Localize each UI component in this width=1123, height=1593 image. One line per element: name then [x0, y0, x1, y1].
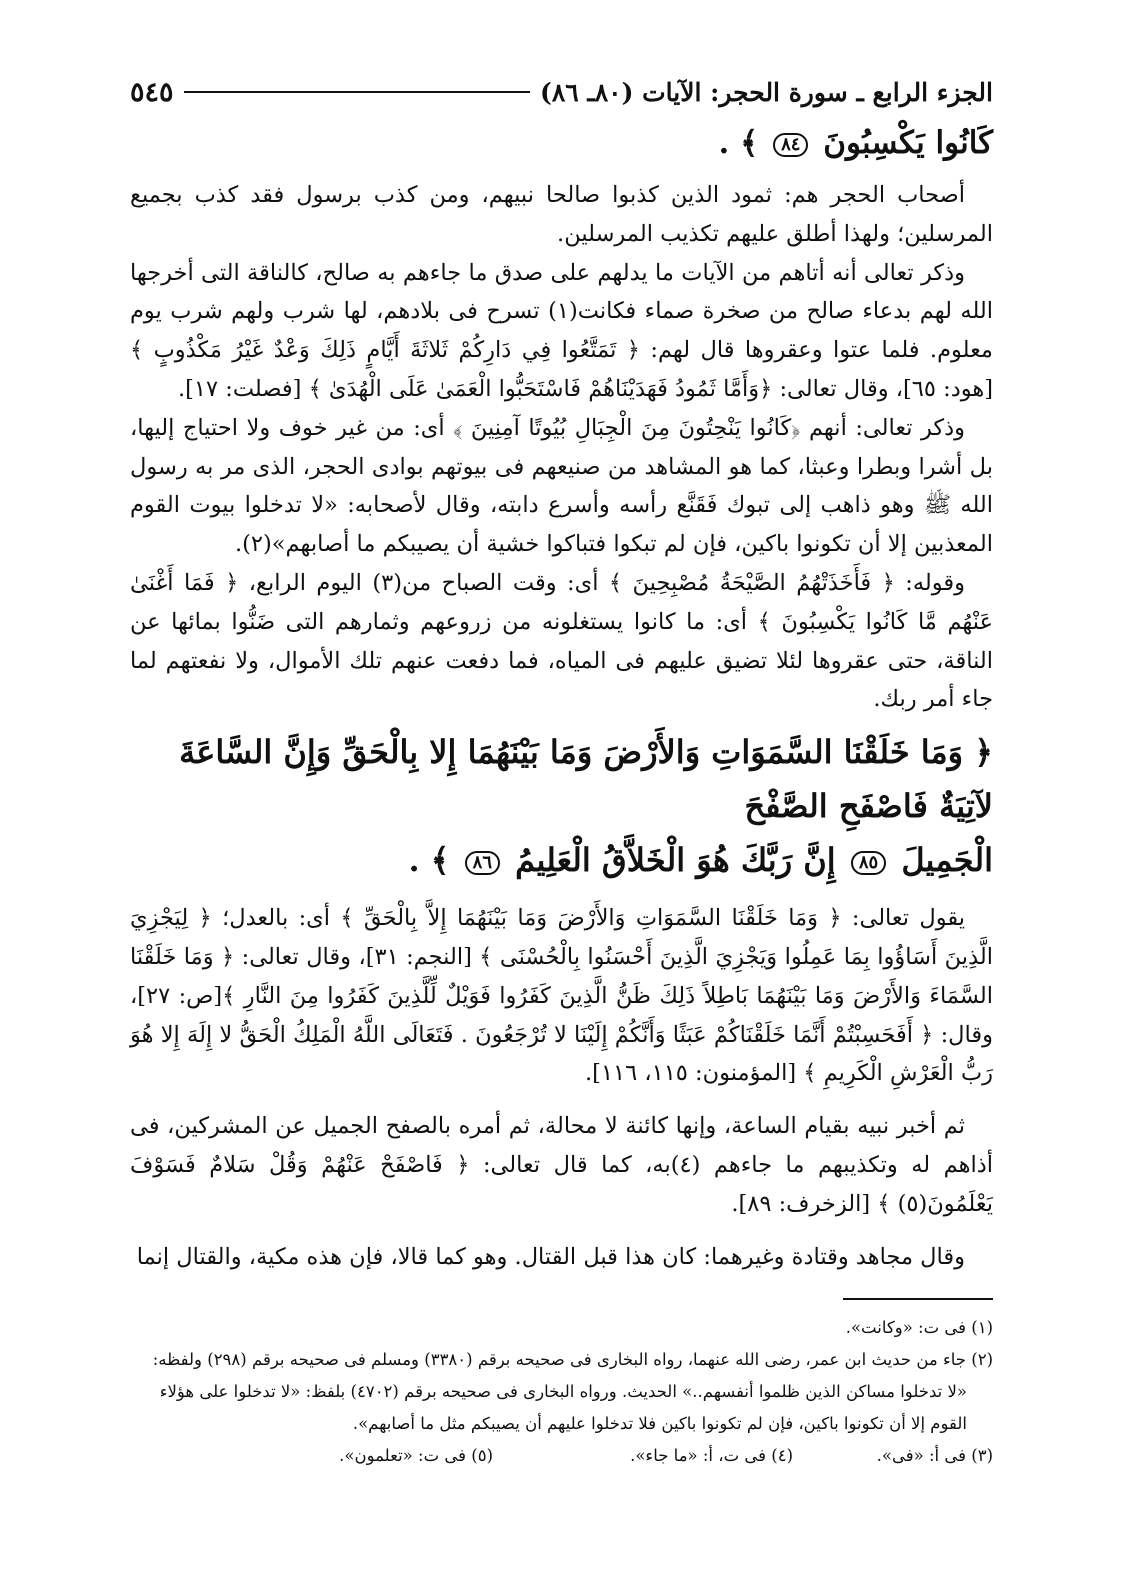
verse-continuation	[130, 120, 993, 166]
footnotes	[130, 1312, 993, 1472]
paragraph: وقال مجاهد وقتادة وغيرهما: كان هذا قبل القتال. وهو كما قالا، فإن هذه مكية، والقتال إنما	[136, 1243, 965, 1270]
ayah-number-marker: ٨٥	[851, 851, 886, 875]
footnote-5: (٥) فى ت: «تعلمون».	[339, 1446, 493, 1466]
footnote-2-continued: «لا تدخلوا مساكن الذين ظلموا أنفسهم..» الحديث. ورواه البخارى فى صحيحه برقم (٤٧٠٢) بلفظ: «لا تدخلوا على هؤلاء	[159, 1382, 967, 1402]
paragraph: يقول تعالى: ﴿ وَمَا خَلَقْنَا السَّمَوَاتِ وَالأَرْضَ وَمَا بَيْنَهُمَا إِلاَّ بِالْحَقِّ ﴾ أى: بالعدل؛ ﴿ لِيَجْزِيَ الَّذِينَ أَسَاؤُوا بِمَا عَمِلُوا وَيَجْزِيَ الَّذِينَ أَحْسَنُوا بِالْحُسْنَى ﴾ [النجم: ٣١]، وقال تعالى: ﴿ وَمَا خَلَقْنَا السَّمَاءَ وَالأَرْضَ وَمَا بَيْنَهُمَا بَاطِلاً ذَلِكَ ظَنُّ الَّذِينَ كَفَرُوا فَوَيْلٌ لِّلَّذِينَ كَفَرُوا مِنَ النَّارِ ﴾[ص: ٢٧]، وقال: ﴿ أَفَحَسِبْتُمْ أَنَّمَا خَلَقْنَاكُمْ عَبَثًا وَأَنَّكُمْ إِلَيْنَا لا تُرْجَعُونَ . فَتَعَالَى اللَّهُ الْمَلِكُ الْحَقُّ لا إِلَهَ إِلا هُوَ رَبُّ الْعَرْشِ الْكَرِيمِ ﴾ [المؤمنون: ١١٥، ١١٦].	[130, 905, 993, 1087]
paragraph: وذكر تعالى أنه أتاهم من الآيات ما يدلهم على صدق ما جاءهم به صالح، كالناقة التى أخرجها الله لهم بدعاء صالح من صخرة صماء فكانت(١) تسرح فى بلادهم، لها شرب ولهم شرب يوم معلوم. فلما عتوا وعقروها قال لهم: ﴿ تَمَتَّعُوا فِي دَارِكُمْ ثَلاثَةَ أَيَّامٍ ذَلِكَ وَعْدٌ غَيْرُ مَكْذُوبٍ ﴾ [هود: ٦٥]، وقال تعالى: ﴿وَأَمَّا ثَمُودُ فَهَدَيْنَاهُمْ فَاسْتَحَبُّوا الْعَمَىٰ عَلَى الْهُدَىٰ ﴾ [فصلت: ١٧].	[130, 259, 994, 402]
footnote-rule	[843, 1298, 993, 1300]
ayah-number-marker: ٨٤	[773, 133, 808, 157]
quran-verse-block	[130, 725, 993, 887]
footnote-3: (٣) فى أ: «فى».	[876, 1446, 993, 1466]
footnote-row	[130, 1440, 993, 1472]
paragraph: وقوله: ﴿ فَأَخَذَتْهُمُ الصَّيْحَةُ مُصْبِحِينَ ﴾ أى: وقت الصباح من(٣) اليوم الرابع، ﴿ فَمَا أَغْنَىٰ عَنْهُم مَّا كَانُوا يَكْسِبُونَ ﴾ أى: ما كانوا يستغلونه من زروعهم وثمارهم التى ضَنُّوا بمائها عن الناقة، حتى عقروها لئلا تضيق عليهم فى المياه، فما دفعت عنهم تلك الأموال، ولا نفعتهم لما جاء أمر ربك.	[130, 569, 993, 713]
ayah-number-marker: ٨٦	[465, 851, 500, 875]
verse-close: ﴾ .	[408, 841, 450, 880]
verse-word: الْجَمِيلَ	[901, 841, 993, 880]
footnote-4: (٤) فى ت، أ: «ما جاء».	[630, 1446, 793, 1466]
header-rule	[184, 91, 530, 93]
paragraph: أصحاب الحجر هم: ثمود الذين كذبوا صالحا نبيهم، ومن كذب برسول فقد كذب بجميع المرسلين؛ ولهذا أطلق عليهم تكذيب المرسلين.	[130, 182, 993, 247]
footnote-1: (١) فى ت: «وكانت».	[845, 1318, 993, 1338]
page-number: ٥٤٥	[130, 76, 174, 108]
verse-text: إِنَّ رَبَّكَ هُوَ الْخَلاَّقُ الْعَلِيمُ	[515, 841, 836, 880]
paragraph: ثم أخبر نبيه بقيام الساعة، وإنها كائنة لا محالة، ثم أمره بالصفح الجميل عن المشركين، فى أذاهم له وتكذيبهم ما جاءهم (٤)به، كما قال تعالى: ﴿ فَاصْفَحْ عَنْهُمْ وَقُلْ سَلامٌ فَسَوْفَ يَعْلَمُونَ(٥) ﴾ [الزخرف: ٨٩].	[130, 1113, 993, 1217]
footnote-2: (٢) جاء من حديث ابن عمر، رضى الله عنهما، رواه البخارى فى صحيحه برقم (٣٣٨٠) ومسلم فى صحيحه برقم (٢٩٨) ولفظه:	[152, 1350, 993, 1370]
verse-close: ﴾ .	[718, 125, 759, 161]
verse-line-2	[130, 833, 993, 887]
running-title: الجزء الرابع ـ سورة الحجر: الآيات (٨٠ـ ٨٦)	[540, 77, 993, 107]
paragraph: وذكر تعالى: أنهم ﴿كَانُوا يَنْحِتُونَ مِنَ الْجِبَالِ بُيُوتًا آمِنِينَ ﴾ أى: من غير خوف ولا احتياج إليها، بل أشرا وبطرا وعبثا، كما هو المشاهد من صنيعهم فى بيوتهم بوادى الحجر، الذى مر به رسول الله ﷺ وهو ذاهب إلى تبوك فَقَنَّع رأسه وأسرع دابته، وقال لأصحابه: «لا تدخلوا بيوت القوم المعذبين إلا أن تكونوا باكين، فإن لم تبكوا فتباكوا خشية أن يصيبكم ما أصابهم»(٢).	[130, 414, 993, 558]
running-header	[130, 70, 993, 114]
verse-text: كَانُوا يَكْسِبُونَ	[823, 125, 993, 161]
footnote-2-continued: القوم إلا أن تكونوا باكين، فإن لم تكونوا باكين فلا تدخلوا عليهم أن يصيبكم مثل ما أصابهم».	[352, 1414, 967, 1434]
verse-line: ﴿ وَمَا خَلَقْنَا السَّمَوَاتِ وَالأَرْضَ وَمَا بَيْنَهُمَا إِلا بِالْحَقِّ وَإِنَّ السَّاعَةَ لآتِيَةٌ فَاصْفَحِ الصَّفْحَ	[179, 733, 993, 826]
